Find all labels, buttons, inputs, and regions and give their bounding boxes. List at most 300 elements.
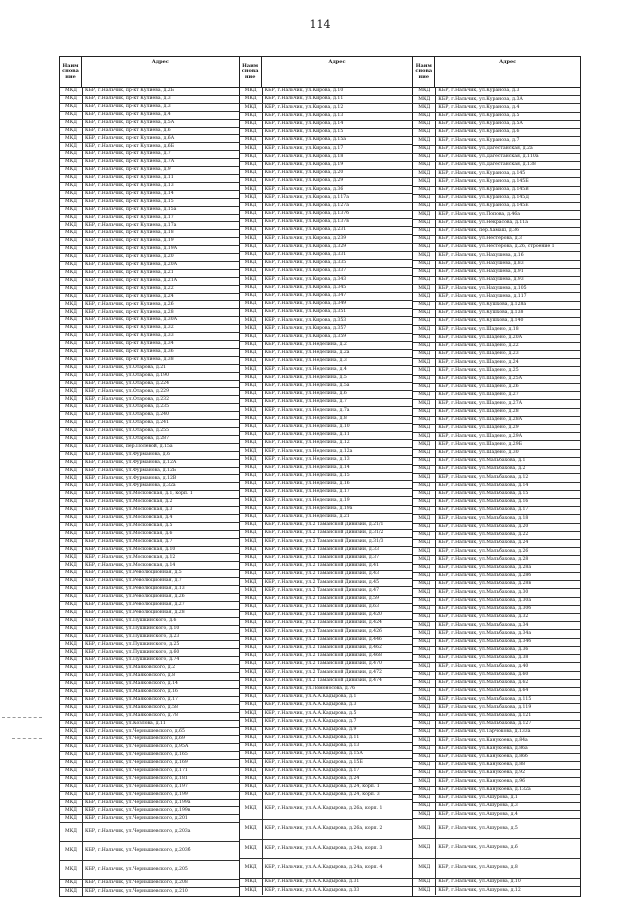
- row-address: КБР, г.Нальчик, пер.Хамаш, д.36: [438, 228, 519, 234]
- row-type: МКД: [413, 754, 436, 761]
- row-type: МКД: [240, 506, 263, 513]
- row-type: МКД: [240, 104, 263, 111]
- row-address: КБР, г.Нальчик, ул.Кураноза, д.3: [438, 88, 520, 94]
- row-type: МКД: [60, 681, 83, 688]
- row-address: КБР, г.Нальчик, ул.Канукоева, д.88: [438, 762, 526, 768]
- table-row: [60, 570, 239, 578]
- row-type: МКД: [240, 555, 263, 562]
- row-address: КБР, г.Нальчик, ул.Мальбахова, д.40: [438, 663, 529, 669]
- row-type: МКД: [240, 678, 263, 685]
- row-type: МКД: [60, 713, 83, 720]
- table-row: [413, 409, 580, 417]
- row-address: КБР, г.Нальчик, ул.Неделина, д.12а: [264, 448, 353, 454]
- row-address: КБР, г.Нальчик, ул.Ашурова, д.12: [438, 887, 521, 893]
- row-address: КБР, г.Нальчик, ул.А.А.Кадырова, д.33: [264, 887, 360, 893]
- row-type: МКД: [60, 215, 83, 222]
- row-type: МКД: [60, 760, 83, 767]
- row-type: МКД: [60, 128, 83, 135]
- table-row: [240, 137, 413, 145]
- row-address: КБР, г.Нальчик, ул.Мальбахова, д.34а: [438, 630, 532, 636]
- table-row: [240, 612, 413, 620]
- table-row: [240, 203, 413, 211]
- table-row: [240, 309, 413, 317]
- row-type: МКД: [413, 630, 436, 637]
- row-type: МКД: [240, 620, 263, 627]
- row-type: МКД: [240, 571, 263, 578]
- table-row: [413, 491, 580, 499]
- table-row: [240, 514, 413, 522]
- row-type: МКД: [240, 751, 263, 758]
- table-row: [413, 220, 580, 228]
- table-row: [60, 744, 239, 752]
- row-type: МКД: [240, 334, 263, 341]
- row-type: МКД: [413, 770, 436, 777]
- row-type: МКД: [413, 655, 436, 662]
- table-row: [240, 506, 413, 514]
- row-type: МКД: [413, 88, 436, 95]
- row-type: МКД: [240, 489, 263, 496]
- table-row: [413, 524, 580, 532]
- table-row: [60, 112, 239, 120]
- row-type: МКД: [240, 448, 263, 455]
- row-type: МКД: [413, 154, 436, 161]
- row-address: КБР, г.Нальчик, ул.2 Таманской Дивизии, д.31/3: [264, 538, 384, 544]
- row-type: МКД: [413, 326, 436, 333]
- row-address: КБР, г.Нальчик, ул.Кирова, д.353: [264, 317, 347, 323]
- table-row: [60, 420, 239, 428]
- row-address: КБР, г.Нальчик, ул.Московская, д.12: [85, 554, 176, 560]
- row-type: МКД: [240, 465, 263, 472]
- table-row: [60, 768, 239, 776]
- row-type: МКД: [413, 565, 436, 572]
- row-address: КБР, г.Нальчик, ул.Шадено, д.22: [438, 343, 519, 349]
- row-address: КБР, г.Нальчик, ул.2 Таманской Дивизии, д.468: [264, 653, 382, 659]
- row-type: МКД: [60, 120, 83, 127]
- row-type: МКД: [413, 729, 436, 736]
- table-row: [413, 154, 580, 162]
- row-address: КБР, г.Нальчик, ул.Отарова, д.287: [85, 436, 169, 442]
- row-address: КБР, г.Нальчик, ул.Кураноза, д.145Д: [438, 195, 529, 201]
- table-row: [413, 887, 580, 895]
- row-type: МКД: [413, 318, 436, 325]
- row-address: КБР, г.Нальчик, ул.А.А.Кадырова, д.24: [264, 776, 360, 782]
- row-type: МКД: [60, 286, 83, 293]
- row-address: КБР, г.Нальчик, ул.Чернышевского, д.165: [85, 752, 188, 758]
- row-address: КБР, г.Нальчик, ул.Мальбахова, д.32: [438, 614, 529, 620]
- table-row: [240, 820, 413, 840]
- row-type: МКД: [240, 391, 263, 398]
- row-type: МКД: [60, 373, 83, 380]
- row-type: МКД: [240, 227, 263, 234]
- table-row: [240, 768, 413, 776]
- row-type: МКД: [240, 416, 263, 423]
- row-address: КБР, г.Нальчик, пр-кт Кулиева, д.26: [85, 301, 174, 307]
- row-address: КБР, г.Нальчик, ул.2 Таманской Дивизии, д.45: [264, 579, 379, 585]
- row-address: КБР, г.Нальчик, ул.Мальбахова, д.62: [438, 680, 529, 686]
- row-type: МКД: [60, 135, 83, 142]
- row-address: КБР, г.Нальчик, ул.А.А.Кадырова, д.24, корп. 1: [264, 784, 380, 790]
- row-type: МКД: [60, 665, 83, 672]
- table-row: [60, 254, 239, 262]
- row-address: КБР, г.Нальчик, ул.Шадено, д.23: [438, 351, 519, 357]
- row-type: МКД: [60, 294, 83, 301]
- row-type: МКД: [60, 246, 83, 253]
- table-row: [60, 697, 239, 705]
- row-address: КБР, г.Нальчик, ул.Шадено, д.27: [438, 392, 519, 398]
- row-type: МКД: [240, 375, 263, 382]
- table-header: [240, 57, 413, 88]
- row-address: КБР, г.Нальчик, пр-кт Кулиева, д.6Б: [85, 143, 175, 149]
- row-type: МКД: [413, 458, 436, 465]
- table-row: [413, 474, 580, 482]
- table-row: [413, 178, 580, 186]
- table-row: [240, 260, 413, 268]
- table-row: [413, 326, 580, 334]
- row-type: МКД: [60, 531, 83, 538]
- row-type: МКД: [413, 367, 436, 374]
- table-row: [240, 219, 413, 227]
- table-row: [60, 554, 239, 562]
- table-row: [240, 678, 413, 686]
- table-row: [60, 436, 239, 444]
- row-type: МКД: [413, 499, 436, 506]
- row-address: КБР, г.Нальчик, ул.Отарова, д.255: [85, 428, 169, 434]
- table-header: [60, 57, 239, 88]
- table-row: [60, 207, 239, 215]
- row-type: МКД: [413, 220, 436, 227]
- row-address: КБР, г.Нальчик, ул.Московская, д.5: [85, 523, 173, 528]
- table-row: [240, 800, 413, 820]
- margin-mark: [12, 738, 42, 739]
- table-row: [413, 879, 580, 887]
- row-address: КБР, г.Нальчик, ул.Кураноза, д.7: [438, 137, 520, 143]
- table-row: [60, 104, 239, 112]
- row-address: КБР, г.Нальчик, ул.2 Таманской Дивизии, д.462: [264, 645, 382, 651]
- row-type: МКД: [240, 186, 263, 193]
- table-row: [413, 433, 580, 441]
- table-row: [413, 639, 580, 647]
- row-address: КБР, г.Нальчик, ул.Мальбахова, д.15: [438, 491, 529, 497]
- row-address: КБР, г.Нальчик, ул.А.А.Кадырова, д.15А: [264, 751, 363, 757]
- row-type: МКД: [413, 466, 436, 473]
- row-address: КБР, г.Нальчик, ул.Чернышевского, д.199а: [85, 799, 191, 805]
- table-row: [60, 357, 239, 365]
- table-row: [60, 301, 239, 309]
- row-address: КБР, г.Нальчик, ул.Мальбахова, д.30а: [438, 597, 532, 603]
- row-address: КБР, г.Нальчик, ул.Кирова, д.137в: [264, 219, 349, 225]
- table-row: [60, 539, 239, 547]
- table-row: [413, 581, 580, 589]
- row-type: МКД: [240, 661, 263, 668]
- row-type: МКД: [60, 483, 83, 490]
- row-type: МКД: [413, 104, 436, 111]
- row-address: КБР, г.Нальчик, ул.Чернышевского, д.201: [85, 815, 188, 821]
- table-row: [413, 392, 580, 400]
- row-type: МКД: [413, 121, 436, 128]
- row-type: МКД: [240, 820, 263, 839]
- table-row: [60, 333, 239, 341]
- table-row: [60, 842, 239, 861]
- row-type: МКД: [413, 187, 436, 194]
- row-address: КБР, г.Нальчик, ул.Пушкинского, д.60: [85, 649, 180, 655]
- table-row: [413, 359, 580, 367]
- table-row: [240, 489, 413, 497]
- table-row: [60, 460, 239, 468]
- table-row: [413, 384, 580, 392]
- row-type: МКД: [413, 879, 436, 886]
- row-address: КБР, г.Нальчик, ул.Маяковского, д.16: [85, 689, 178, 695]
- row-type: МКД: [413, 737, 436, 744]
- row-type: МКД: [240, 252, 263, 259]
- row-address: КБР, г.Нальчик, ул.Шадено, д.20А: [438, 334, 523, 340]
- row-type: МКД: [413, 211, 436, 218]
- table-row: [240, 325, 413, 333]
- table-row: [240, 481, 413, 489]
- row-type: МКД: [60, 191, 83, 198]
- row-address: КБР, г.Нальчик, ул.Чернышевского, д.203б: [85, 847, 191, 853]
- row-type: МКД: [240, 538, 263, 545]
- table-row: [413, 859, 580, 879]
- table-row: [60, 262, 239, 270]
- row-type: МКД: [413, 589, 436, 596]
- row-type: МКД: [240, 244, 263, 251]
- table-row: [60, 475, 239, 483]
- row-address: КБР, г.Нальчик, пр-кт Кулиева, д.9: [85, 167, 171, 173]
- row-type: МКД: [60, 807, 83, 814]
- table-row: [60, 238, 239, 246]
- row-address: КБР, г.Нальчик, ул.Пушкинского, д.25: [85, 641, 180, 647]
- row-type: МКД: [413, 819, 436, 838]
- row-address: КБР, г.Нальчик, ул.Фурманова, д.12Б: [85, 467, 177, 473]
- table-row: [413, 187, 580, 195]
- row-type: МКД: [60, 365, 83, 372]
- row-address: КБР, г.Нальчик, пр-кт Кулиева, д.38: [85, 356, 174, 362]
- table-row: [413, 285, 580, 293]
- row-type: МКД: [60, 475, 83, 482]
- table-row: [413, 839, 580, 859]
- row-type: МКД: [413, 228, 436, 235]
- row-address: КБР, г.Нальчик, ул.Тарчокова, д.133а: [438, 729, 531, 735]
- row-address: КБР, г.Нальчик, ул.2 Таманской Дивизии, д.470: [264, 661, 382, 667]
- row-type: МКД: [413, 704, 436, 711]
- row-address: КБР, г.Нальчик, ул.Мальбахова, д.38: [438, 655, 529, 661]
- row-type: МКД: [240, 178, 263, 185]
- row-type: МКД: [60, 842, 83, 860]
- table-header: [413, 57, 580, 88]
- table-row: [240, 235, 413, 243]
- table-row: [240, 121, 413, 129]
- row-type: МКД: [60, 618, 83, 625]
- row-address: КБР, г.Нальчик, ул.Шадено, д.25: [438, 367, 519, 373]
- row-address: КБР, г.Нальчик, ул.Пушкинского, д.6: [85, 617, 177, 623]
- row-type: МКД: [413, 359, 436, 366]
- row-type: МКД: [413, 795, 436, 802]
- row-address: КБР, г.Нальчик, ул.2 Таманской Дивизии, д.420: [264, 612, 382, 618]
- row-type: МКД: [60, 112, 83, 119]
- row-address: КБР, г.Нальчик, ул.А.А.Кадырова, д.24а, корп. 4: [264, 865, 383, 871]
- table-row: [60, 888, 239, 896]
- row-address: КБР, г.Нальчик, ул.А.А.Кадырова, д.24а, корп. 3: [264, 845, 383, 851]
- row-address: КБР, г.Нальчик, ул.Фурманова, д.12В: [85, 475, 177, 481]
- row-type: МКД: [60, 301, 83, 308]
- row-type: МКД: [413, 293, 436, 300]
- row-type: МКД: [240, 735, 263, 742]
- row-type: МКД: [413, 96, 436, 103]
- table-row: [240, 448, 413, 456]
- row-address: КБР, г.Нальчик, ул.А.А.Кадырова, д.1: [264, 694, 357, 700]
- row-address: КБР, г.Нальчик, ул.Московская, д.4: [85, 515, 173, 521]
- table-row: [240, 776, 413, 784]
- row-type: МКД: [60, 96, 83, 103]
- table-row: [413, 630, 580, 638]
- table-row: [60, 673, 239, 681]
- row-type: МКД: [60, 539, 83, 546]
- table-row: [413, 647, 580, 655]
- row-type: МКД: [413, 515, 436, 522]
- row-type: МКД: [413, 417, 436, 424]
- table-row: [413, 236, 580, 244]
- row-type: МКД: [60, 515, 83, 522]
- table-row: [240, 718, 413, 726]
- row-address: КБР, г.Нальчик, пр-кт Кулиева, д.20: [85, 254, 174, 260]
- row-address: КБР, г.Нальчик, ул.2 Таманской Дивизии, д.426: [264, 628, 382, 634]
- row-address: КБР, г.Нальчик, ул.Мальбахова, д.36: [438, 647, 529, 653]
- address-panel-1: [59, 56, 239, 897]
- table-row: [60, 752, 239, 760]
- table-row: [240, 530, 413, 538]
- table-row: [60, 721, 239, 729]
- row-type: МКД: [60, 491, 83, 498]
- row-type: МКД: [60, 207, 83, 214]
- row-type: МКД: [60, 230, 83, 237]
- table-row: [413, 277, 580, 285]
- row-address: КБР, г.Нальчик, пр-кт Кулиева, д.15: [85, 198, 174, 204]
- row-type: МКД: [240, 800, 263, 819]
- row-type: МКД: [413, 376, 436, 383]
- row-address: КБР, г.Нальчик, ул.А.А.Кадырова, д.3: [264, 702, 357, 708]
- row-address: КБР, г.Нальчик, ул.2 Таманской Дивизии, д.37: [264, 554, 379, 560]
- table-row: [413, 696, 580, 704]
- table-row: [240, 145, 413, 153]
- table-row: [413, 598, 580, 606]
- table-row: [60, 191, 239, 199]
- row-address: КБР, г.Нальчик, ул.Кирова, д.29: [264, 178, 344, 184]
- row-address: КБР, г.Нальчик, ул.Чернышевского, д.95А: [85, 744, 189, 750]
- row-type: МКД: [240, 792, 263, 799]
- row-type: МКД: [413, 887, 436, 895]
- table-row: [413, 762, 580, 770]
- row-type: МКД: [413, 688, 436, 695]
- row-address: КБР, г.Нальчик, пр-кт Кулиева, д.7: [85, 151, 171, 157]
- row-address: КБР, г.Нальчик, ул.Мальбахова, д.24: [438, 540, 529, 546]
- row-address: КБР, г.Нальчик, ул.Пушкинского, д.10: [85, 625, 180, 631]
- row-address: КБР, г.Нальчик, ул.А.А.Кадырова, д.13: [264, 743, 360, 749]
- row-type: МКД: [60, 388, 83, 395]
- type-header: Наим снова ние: [240, 57, 262, 87]
- row-address: КБР, г.Нальчик, ул.Неделина, д.8: [264, 415, 347, 421]
- row-address: КБР, г.Нальчик, ул.Мальбахова, д.34б: [438, 638, 532, 644]
- row-type: МКД: [240, 759, 263, 766]
- table-row: [413, 302, 580, 310]
- row-type: МКД: [60, 143, 83, 150]
- row-address: КБР, г.Нальчик, ул.Мальбахова, д.115: [438, 696, 532, 702]
- row-type: МКД: [240, 514, 263, 521]
- row-address: КБР, г.Нальчик, пр-кт Кулиева, д.11: [85, 175, 174, 181]
- row-address: КБР, г.Нальчик, ул.Кураноза, д.6: [438, 129, 520, 135]
- row-address: КБР, г.Нальчик, ул.Кураноза, д.5: [438, 112, 520, 118]
- row-type: МКД: [240, 587, 263, 594]
- row-address: КБР, г.Нальчик, ул.Нестерова, д.26, строение 1: [438, 244, 555, 250]
- table-row: [240, 178, 413, 186]
- row-type: МКД: [60, 507, 83, 514]
- row-type: МКД: [60, 325, 83, 332]
- row-type: МКД: [413, 178, 436, 185]
- table-row: [60, 657, 239, 665]
- table-row: [413, 343, 580, 351]
- row-address: КБР, г.Нальчик, ул.Канукоева, д.132а: [438, 786, 531, 792]
- row-address: КБР, г.Нальчик, ул.Кирова, д.13: [264, 112, 344, 118]
- row-type: МКД: [60, 183, 83, 190]
- row-type: МКД: [60, 167, 83, 174]
- row-address: КБР, г.Нальчик, ул.Кураноза, д.145Б: [438, 178, 529, 184]
- row-address: КБР, г.Нальчик, ул.2 Таманской Дивизии, д.41: [264, 563, 379, 569]
- table-row: [240, 432, 413, 440]
- table-row: [60, 649, 239, 657]
- row-type: МКД: [413, 474, 436, 481]
- row-type: МКД: [413, 696, 436, 703]
- row-address: КБР, г.Нальчик, ул.Кирова, д.12: [264, 104, 344, 110]
- row-address: КБР, г.Нальчик, ул.Мальбахова, д.22: [438, 532, 529, 538]
- row-type: МКД: [60, 175, 83, 182]
- row-address: КБР, г.Нальчик, ул.Пушкинского, д.23: [85, 633, 180, 639]
- row-address: КБР, г.Нальчик, ул.2 Таманской Дивизии, д.424: [264, 620, 382, 626]
- table-row: [60, 151, 239, 159]
- table-row: [60, 135, 239, 143]
- row-type: МКД: [240, 203, 263, 210]
- row-address: КБР, г.Нальчик, ул.Ашурова, д.1: [438, 795, 518, 801]
- row-type: МКД: [240, 309, 263, 316]
- row-address: КБР, г.Нальчик, ул.Дагестанская, д.110а: [438, 154, 539, 160]
- row-address: КБР, г.Нальчик, ул.Кураноза, д.145: [438, 170, 526, 176]
- row-address: КБР, г.Нальчик, ул.2 Таманской Дивизии, д.472: [264, 669, 382, 675]
- table-row: [240, 227, 413, 235]
- table-row: [413, 417, 580, 425]
- row-type: МКД: [413, 351, 436, 358]
- row-address: КБР, г.Нальчик, ул.А.А.Кадырова, д.17: [264, 767, 360, 773]
- table-row: [413, 121, 580, 129]
- table-row: [60, 396, 239, 404]
- table-row: [413, 663, 580, 671]
- table-row: [240, 170, 413, 178]
- table-row: [240, 596, 413, 604]
- table-row: [60, 143, 239, 151]
- row-type: МКД: [413, 639, 436, 646]
- table-row: [240, 735, 413, 743]
- row-address: КБР, г.Нальчик, ул.Маяковского, д.78: [85, 712, 178, 718]
- row-type: МКД: [240, 260, 263, 267]
- row-type: МКД: [413, 859, 436, 878]
- row-address: КБР, г.Нальчик, ул.Кирова, д.347: [264, 292, 347, 298]
- table-row: [413, 252, 580, 260]
- table-row: [413, 367, 580, 375]
- row-type: МКД: [240, 325, 263, 332]
- row-address: КБР, г.Нальчик, ул.Дагестанская, д.2а: [438, 145, 533, 151]
- row-address: КБР, г.Нальчик, пр-кт Кулиева, д.17: [85, 214, 174, 220]
- table-row: [60, 325, 239, 333]
- table-row: [240, 366, 413, 374]
- row-address: КБР, г.Нальчик, ул.Маяковского, д.17: [85, 696, 178, 702]
- table-row: [240, 194, 413, 202]
